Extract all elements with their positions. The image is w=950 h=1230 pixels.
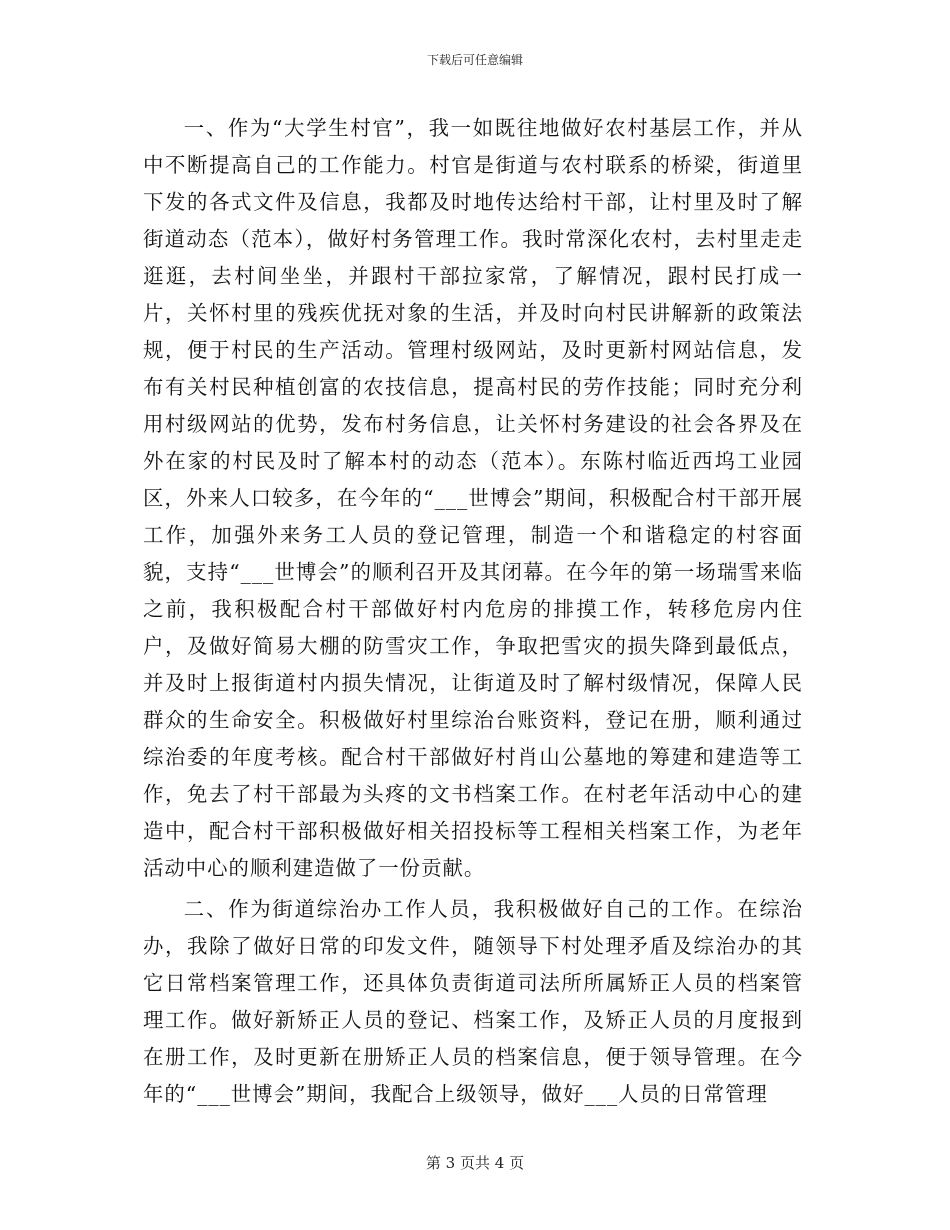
page-number: 第 3 页共 4 页: [425, 1154, 525, 1172]
page-header: 下载后可任意编辑: [426, 53, 523, 67]
paragraph-1: 一、作为“大学生村官”，我一如既往地做好农村基层工作，并从中不断提高自己的工作能力。村官是街道与农村联系的桥梁，街道里下发的各式文件及信息，我都及时地传达给村干部，让村里及时了解街道动态（范本），做好村务管理工作。我时常深化农村，去村里走走逛逛，去村间坐坐，并跟村干部拉家常，了解情况，跟村民打成一片，关怀村里的残疾优抚对象的生活，并及时向村民讲解新的政策法规，便于村民的生产活动。管理村级网站，及时更新村网站信息，发布有关村民种植创富的农技信息，提高村民的劳作技能；同时充分利用村级网站的优势，发布村务信息，让关怀村务建设的社会各界及在外在家的村民及时了解本村的动态（范本）。东陈村临近西坞工业园区，外来人口较多，在今年的“___世博会”期间，积极配合村干部开展工作，加强外来务工人员的登记管理，制造一个和谐稳定的村容面貌，支持“___世博会”的顺利召开及其闭幕。在今年的第一场瑞雪来临之前，我积极配合村干部做好村内危房的排摸工作，转移危房内住户，及做好简易大棚的防雪灾工作，争取把雪灾的损失降到最低点，并及时上报街道村内损失情况，让街道及时了解村级情况，保障人民群众的生命安全。积极做好村里综治台账资料，登记在册，顺利通过综治委的年度考核。配合村干部做好村肖山公墓地的筹建和建造等工作，免去了村干部最为头疼的文书档案工作。在村老年活动中心的建造中，配合村干部积极做好相关招投标等工程相关档案工作，为老年活动中心的顺利建造做了一份贡献。: [143, 116, 803, 880]
document-body: [143, 110, 803, 1113]
paragraph-2: 二、作为街道综治办工作人员，我积极做好自己的工作。在综治办，我除了做好日常的印发文件，随领导下村处理矛盾及综治办的其它日常档案管理工作，还具体负责街道司法所所属矫正人员的档案管理工作。做好新矫正人员的登记、档案工作，及矫正人员的月度报到在册工作，及时更新在册矫正人员的档案信息，便于领导管理。在今年的“___世博会”期间，我配合上级领导，做好___人员的日常管理: [143, 897, 803, 1106]
